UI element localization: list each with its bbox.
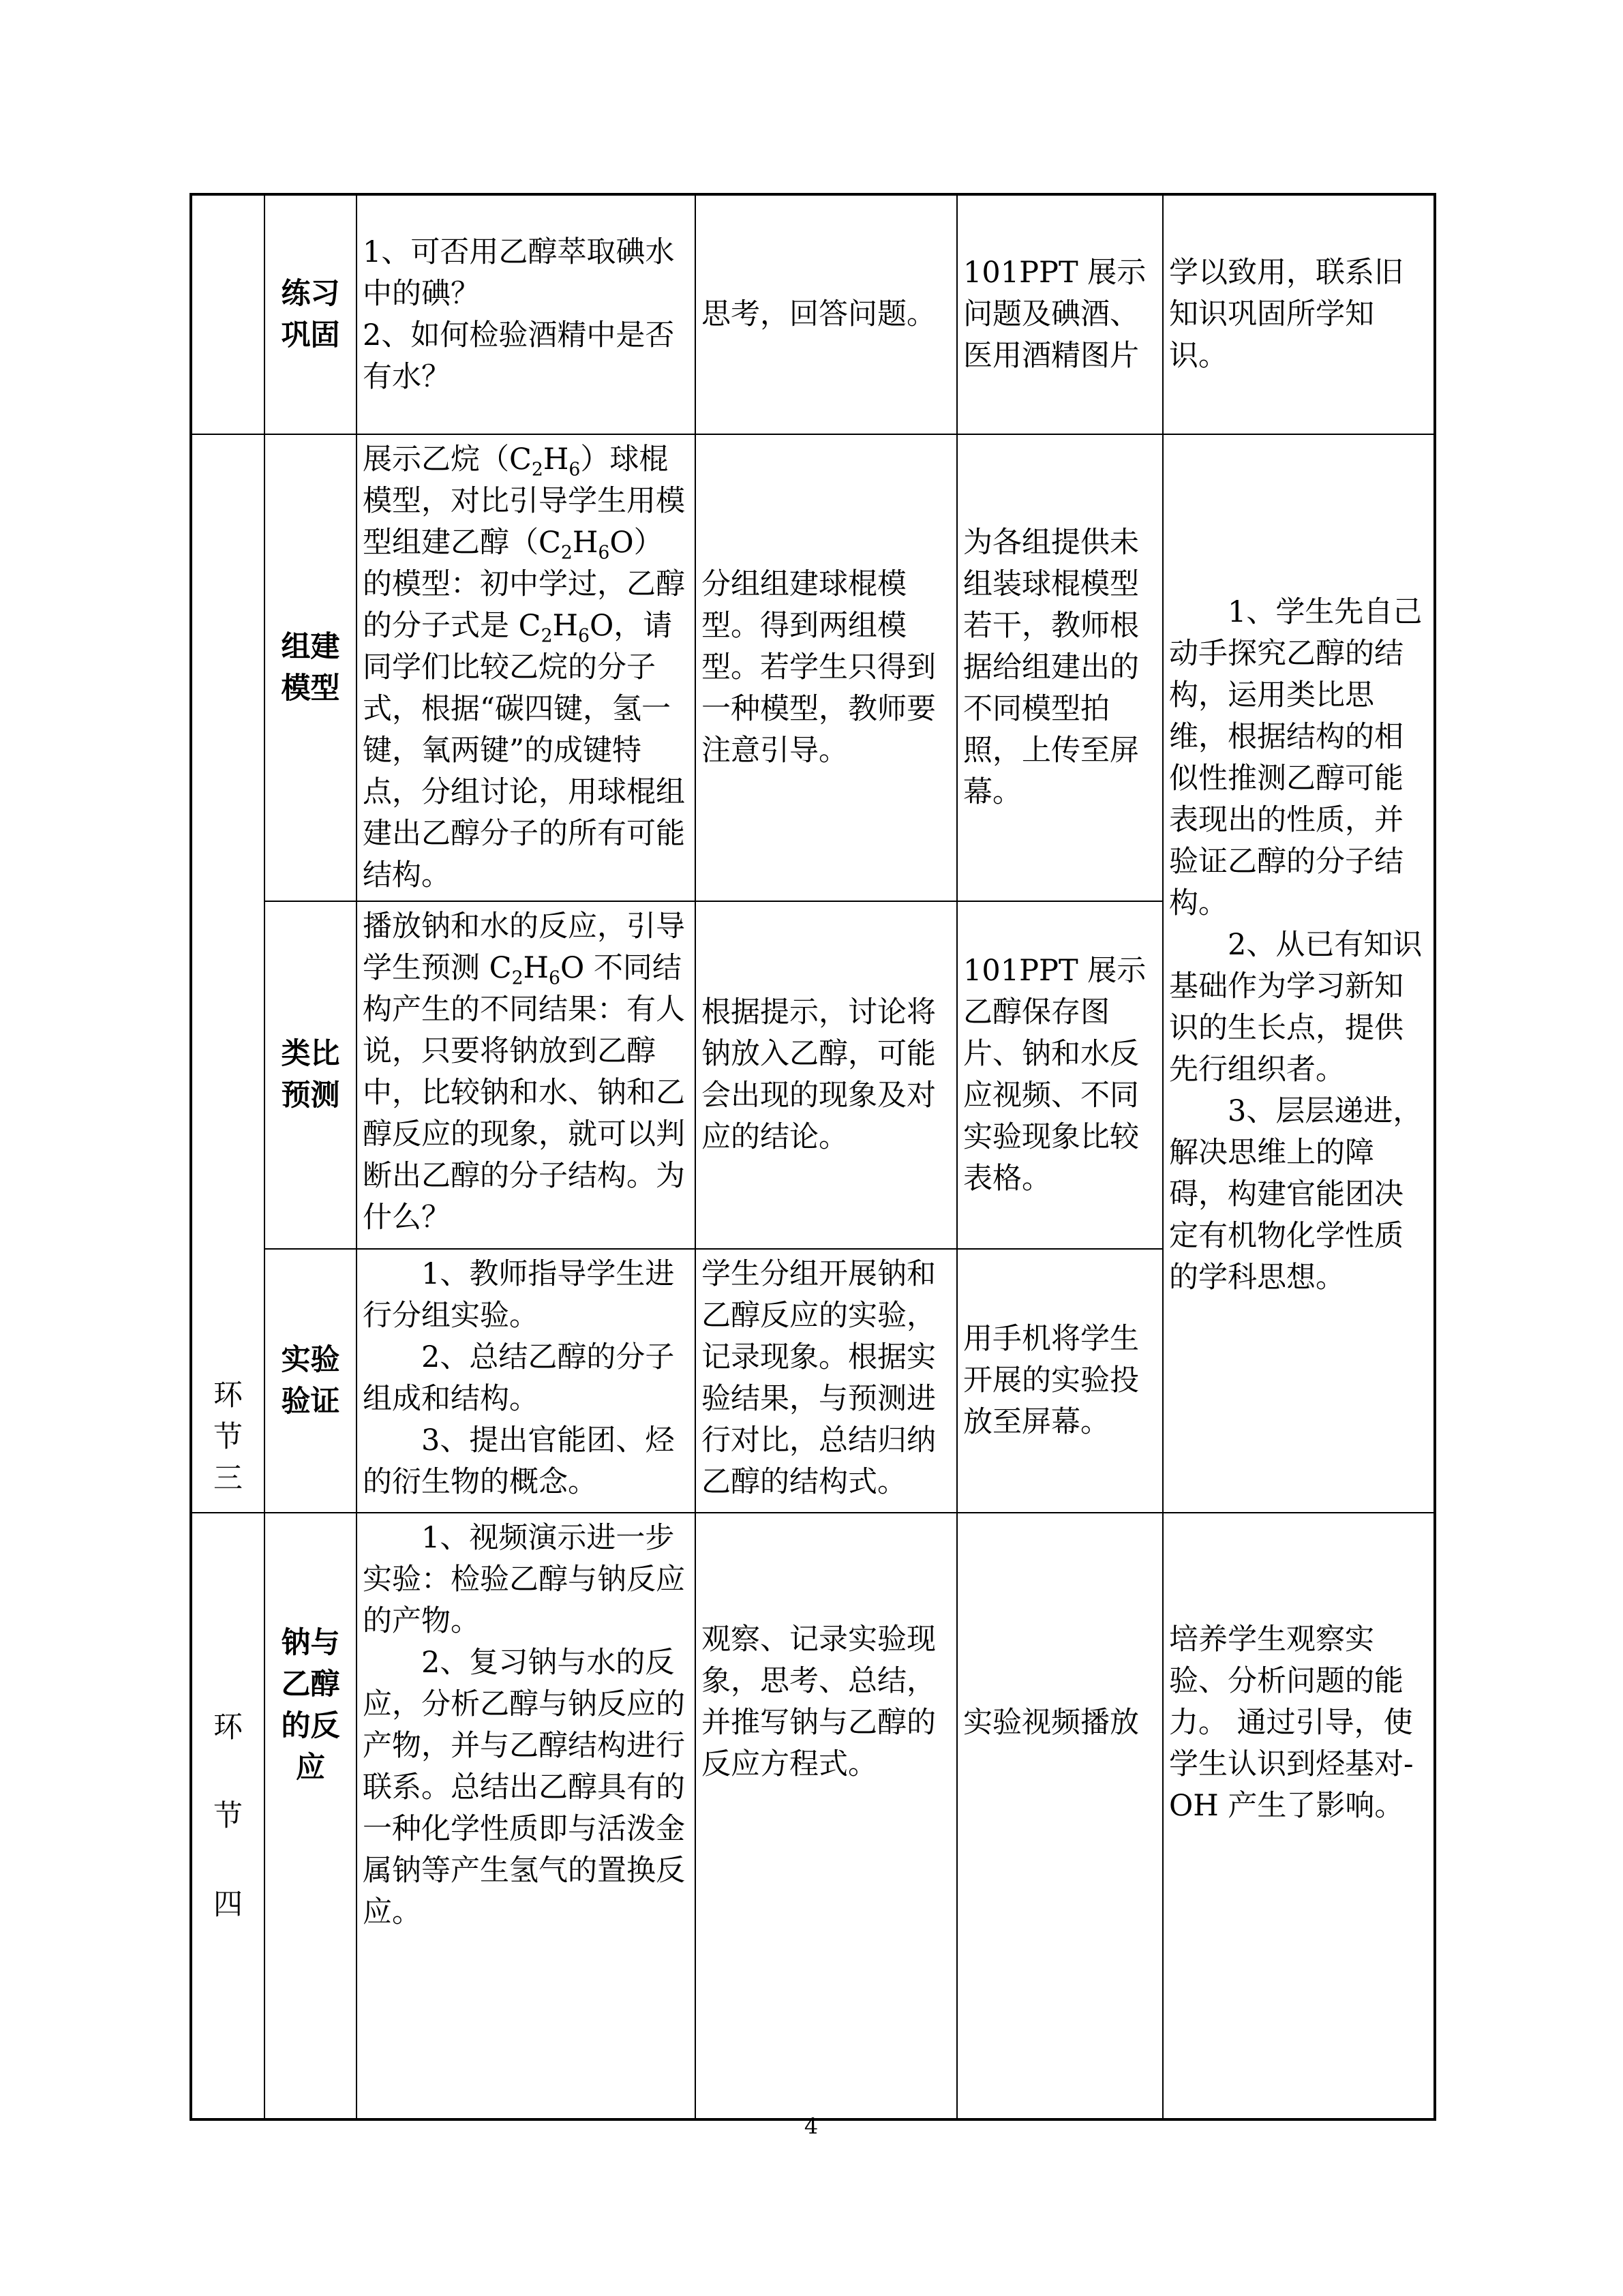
subscript: 2 xyxy=(531,459,543,481)
intent-paragraph: 3、层层递进，解决思维上的障碍，构建官能团决定有机物化学性质的学科思想。 xyxy=(1169,1094,1423,1295)
text-run: H xyxy=(523,951,549,985)
section-cell-4 xyxy=(191,1513,264,2119)
subsection-label-line: 的反 xyxy=(281,1709,340,1743)
text-run: H xyxy=(572,526,598,560)
subsection-label-line: 练习 xyxy=(281,276,340,311)
subscript: 6 xyxy=(598,542,610,564)
section-cell-3 xyxy=(191,434,264,1513)
teacher-activity xyxy=(357,901,695,1249)
subscript: 6 xyxy=(578,625,590,647)
teacher-activity xyxy=(357,1513,695,2119)
teacher-step: 1、教师指导学生进行分组实验。 xyxy=(363,1257,675,1333)
subsection-label-line: 乙醇 xyxy=(281,1667,340,1702)
subsection-label xyxy=(264,1249,357,1513)
student-activity: 思考，回答问题。 xyxy=(695,194,957,434)
subsection-label-line: 验证 xyxy=(281,1384,340,1419)
section-label-char: 节 xyxy=(213,1798,243,1833)
subscript: 2 xyxy=(511,967,524,989)
subsection-label-line: 类比 xyxy=(281,1037,340,1071)
section-cell-empty xyxy=(191,194,264,434)
subsection-label-line: 应 xyxy=(296,1751,325,1785)
intent-paragraph: 2、从已有知识基础作为学习新知识的生长点，提供先行组织者。 xyxy=(1169,928,1423,1087)
teacher-step: 2、复习钠与水的反应，分析乙醇与钠反应的产物，并与乙醇结构进行联系。总结出乙醇具有的一种化学性质即与活泼金属钠等产生氢气的置换反应。 xyxy=(363,1646,685,1929)
table-row xyxy=(191,194,1435,434)
text-run: O 不同结构产生的不同结果：有人说，只要将钠放到乙醇中，比较钠和水、钠和乙醇反应的现象，就可以判断出乙醇的分子结构。为什么？ xyxy=(363,951,685,1235)
subsection-label-line: 钠与 xyxy=(281,1626,340,1660)
page-number: 4 xyxy=(804,2113,819,2139)
teacher-activity xyxy=(357,1249,695,1513)
text-run: 展示乙烷（C xyxy=(363,442,532,477)
lesson-plan-table xyxy=(189,193,1436,2121)
subsection-label-line: 预测 xyxy=(281,1078,340,1113)
subsection-label-line: 模型 xyxy=(281,671,340,706)
subsection-label-line: 巩固 xyxy=(281,318,340,352)
teacher-step: 2、总结乙醇的分子组成和结构。 xyxy=(363,1340,675,1416)
intent-paragraph: 1、学生先自己动手探究乙醇的结构，运用类比思维，根据结构的相似性推测乙醇可能表现出的性质，并验证乙醇的分子结构。 xyxy=(1169,595,1423,920)
media-use: 用手机将学生开展的实验投放至屏幕。 xyxy=(957,1249,1163,1513)
text-run: ）球棍模型，对比引导学生用模型组建乙醇（C xyxy=(363,442,685,560)
media-use: 101PPT 展示问题及碘酒、医用酒精图片 xyxy=(957,194,1163,434)
table-row xyxy=(191,1513,1435,2119)
text-run: 播放钠和水的反应，引导学生预测 C xyxy=(363,909,685,985)
teacher-activity: 1、可否用乙醇萃取碘水中的碘？ 2、如何检验酒精中是否有水？ xyxy=(357,194,695,434)
subscript: 6 xyxy=(549,967,561,989)
design-intent xyxy=(1163,434,1435,1513)
section-label-char: 四 xyxy=(213,1887,243,1922)
student-activity: 分组组建球棍模型。得到两组模型。若学生只得到一种模型，教师要注意引导。 xyxy=(695,434,957,901)
subscript: 6 xyxy=(568,459,581,481)
teacher-step: 3、提出官能团、烃的衍生物的概念。 xyxy=(363,1423,675,1499)
design-intent: 学以致用，联系旧知识巩固所学知识。 xyxy=(1163,194,1435,434)
section-label-char: 节 xyxy=(213,1420,243,1454)
subsection-label-line: 实验 xyxy=(281,1342,340,1377)
section-label-char: 环 xyxy=(213,1378,243,1413)
subsection-label-line: 组建 xyxy=(281,629,340,664)
media-use: 实验视频播放 xyxy=(957,1513,1163,2119)
student-activity: 根据提示，讨论将钠放入乙醇，可能会出现的现象及对应的结论。 xyxy=(695,901,957,1249)
section-label-char: 环 xyxy=(213,1710,243,1744)
section-label-char: 三 xyxy=(213,1462,243,1496)
student-activity: 观察、记录实验现象，思考、总结，并推写钠与乙醇的反应方程式。 xyxy=(695,1513,957,2119)
teacher-step: 1、视频演示进一步实验：检验乙醇与钠反应的产物。 xyxy=(363,1521,685,1638)
subscript: 2 xyxy=(541,625,553,647)
teacher-activity xyxy=(357,434,695,901)
subscript: 2 xyxy=(560,542,573,564)
text-run: H xyxy=(552,609,579,643)
media-use: 为各组提供未组装球棍模型若干，教师根据给组建出的不同模型拍照，上传至屏幕。 xyxy=(957,434,1163,901)
student-activity: 学生分组开展钠和乙醇反应的实验，记录现象。根据实验结果，与预测进行对比，总结归纳乙醇的结构式。 xyxy=(695,1249,957,1513)
subsection-label xyxy=(264,194,357,434)
design-intent: 培养学生观察实验、分析问题的能力。 通过引导，使学生认识到烃基对-OH 产生了影响。 xyxy=(1163,1513,1435,2119)
subsection-label xyxy=(264,1513,357,2119)
subsection-label xyxy=(264,901,357,1249)
media-use: 101PPT 展示乙醇保存图片、钠和水反应视频、不同实验现象比较表格。 xyxy=(957,901,1163,1249)
subsection-label xyxy=(264,434,357,901)
text-run: O，请同学们比较乙烷的分子式，根据“碳四键，氢一键，氧两键”的成键特点，分组讨论，用球棍组建出乙醇分子的所有可能结构。 xyxy=(363,609,685,892)
table-row xyxy=(191,434,1435,901)
text-run: H xyxy=(543,442,569,477)
text-run: O）的模型：初中学过，乙醇的分子式是 C xyxy=(363,526,685,643)
